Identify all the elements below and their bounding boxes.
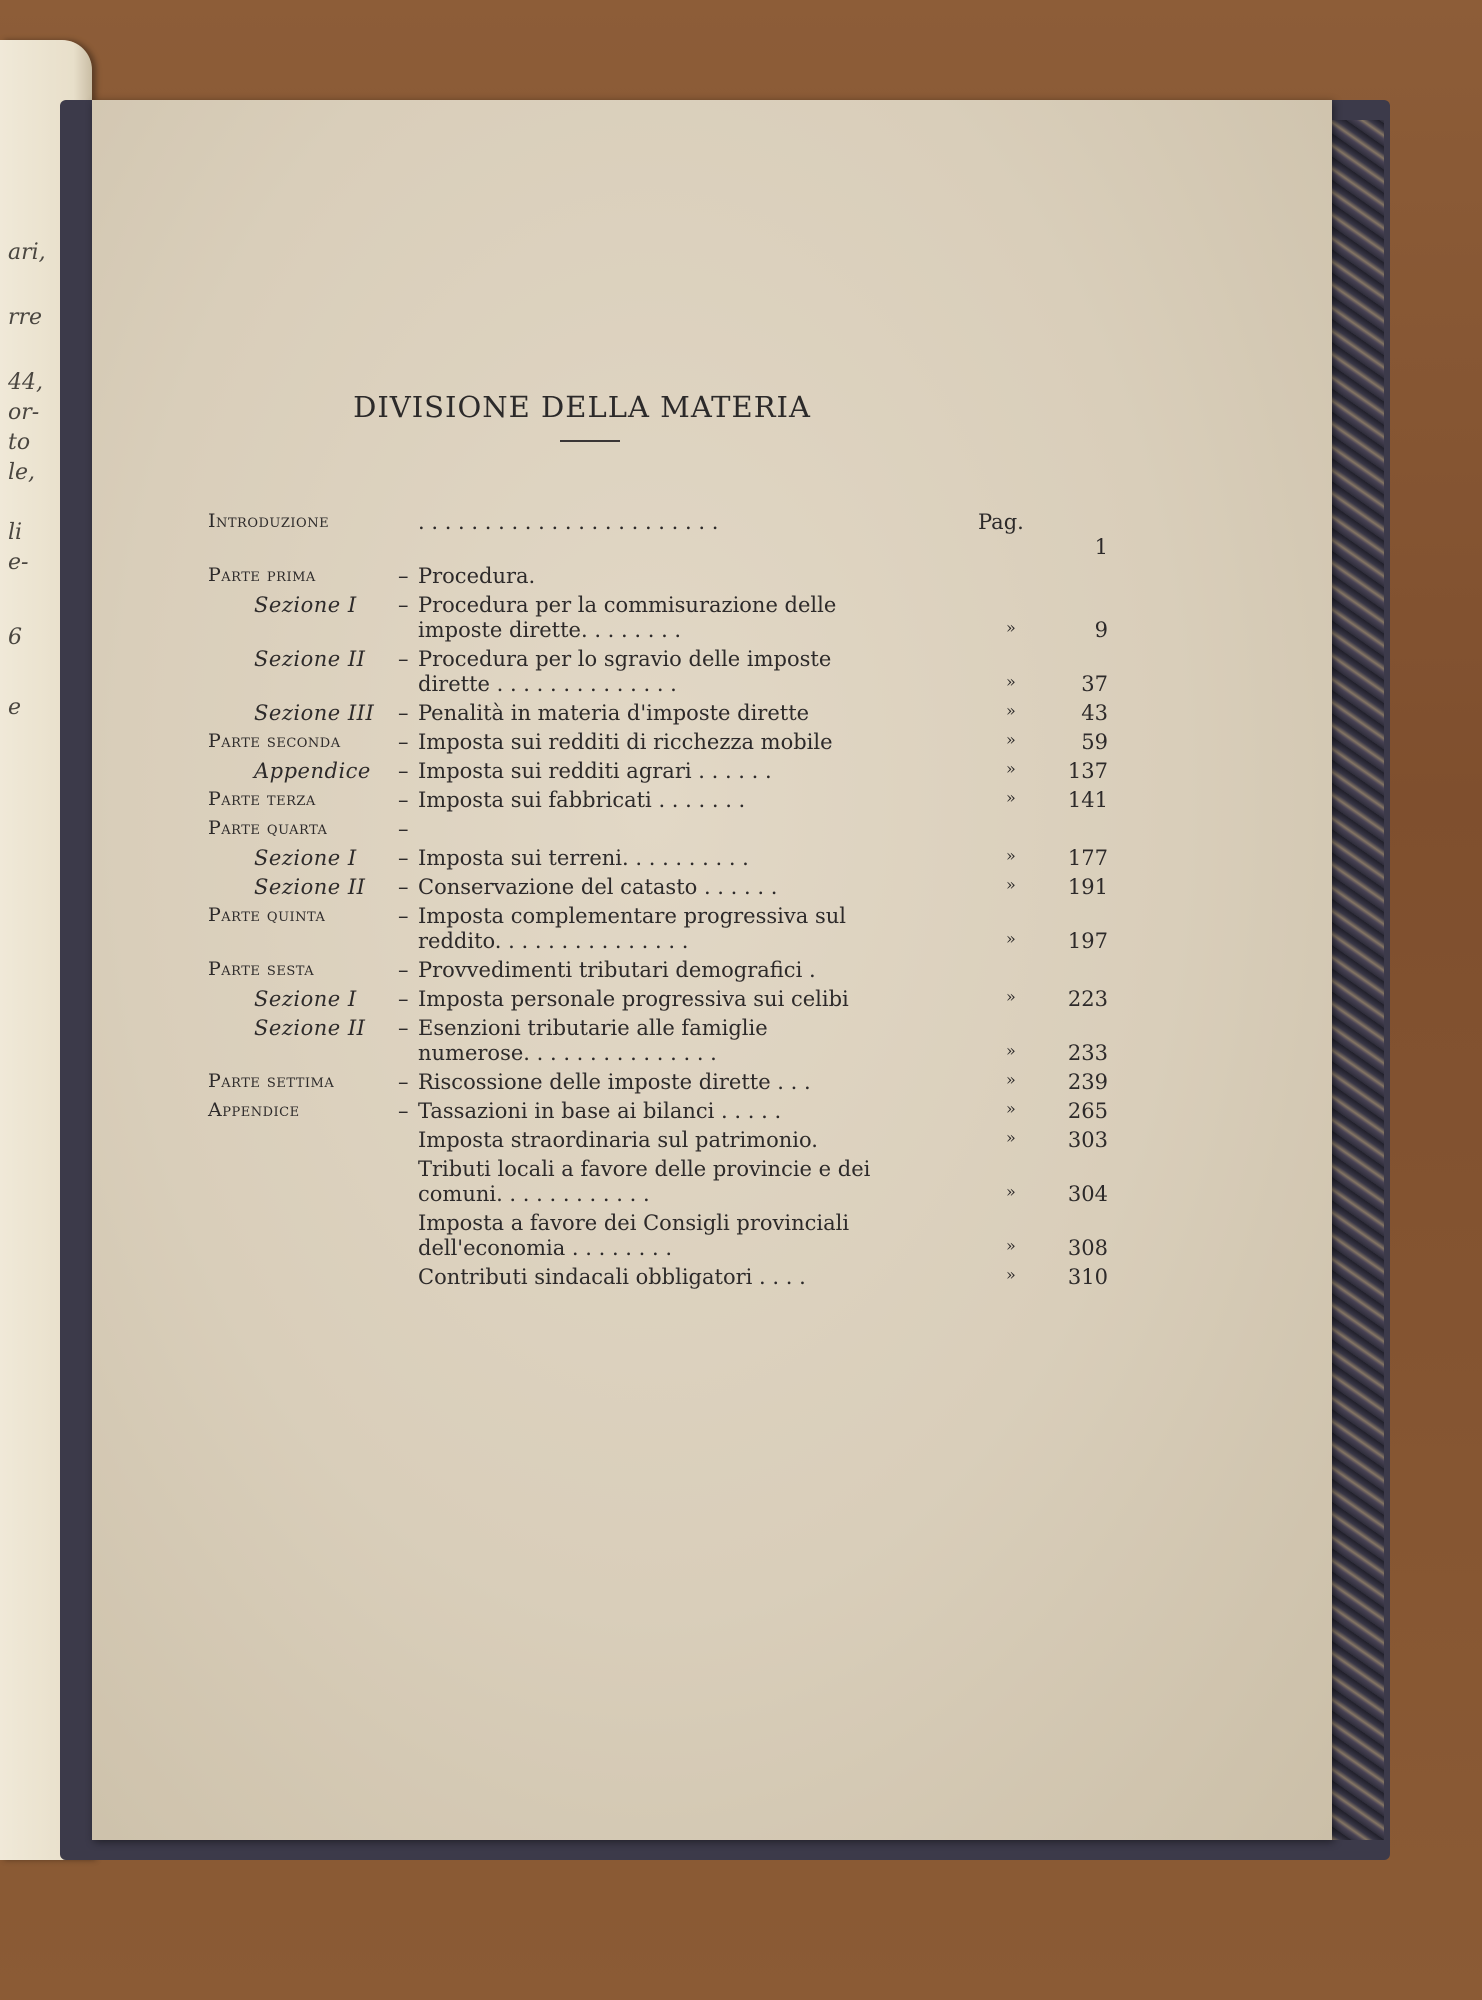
left-page-fragment: le,	[8, 460, 36, 485]
toc-page-number: 177	[1067, 846, 1108, 870]
toc-entry	[208, 817, 1008, 846]
toc-entry	[208, 1211, 1108, 1265]
toc-page-number: 141	[1067, 788, 1108, 812]
toc-page-number: 265	[1067, 1099, 1108, 1123]
toc-entry	[208, 730, 1108, 759]
ditto-mark: »	[1006, 929, 1016, 948]
toc-label: Sezione II	[254, 647, 366, 671]
toc-entry	[208, 904, 1108, 958]
toc-page-number: 9	[1094, 618, 1108, 642]
toc-label: Parte quarta	[208, 817, 328, 839]
toc-label: Sezione I	[254, 987, 357, 1011]
toc-page-number: 1	[1094, 535, 1108, 559]
left-page-fragment: e-	[8, 550, 29, 575]
ditto-mark: »	[1006, 788, 1016, 807]
toc-dash: –	[398, 875, 409, 899]
toc-entry	[208, 875, 1108, 904]
toc-label: Parte prima	[208, 564, 316, 586]
page-title: DIVISIONE DELLA MATERIA	[353, 390, 811, 424]
ditto-mark: »	[1006, 730, 1016, 749]
toc-dash: –	[398, 593, 409, 617]
toc-dash: –	[398, 1099, 409, 1123]
toc-entry	[208, 788, 1108, 817]
toc-entry	[208, 958, 1008, 987]
ditto-mark: »	[1006, 759, 1016, 778]
toc-dash: –	[398, 564, 409, 588]
ditto-mark: »	[1006, 987, 1016, 1006]
ditto-mark: »	[1006, 1128, 1016, 1147]
left-page-fragment: e	[8, 695, 22, 720]
toc-entry	[208, 647, 1108, 701]
toc-page-number: 303	[1067, 1128, 1108, 1152]
toc-text: Penalità in materia d'imposte dirette	[418, 701, 810, 725]
toc-entry	[208, 1070, 1108, 1099]
toc-dash: –	[398, 846, 409, 870]
toc-text: Imposta a favore dei Consigli provinciali dell'economia . . . . . . . .	[418, 1211, 850, 1260]
toc-text: Esenzioni tributarie alle famiglie numerose. . . . . . . . . . . . . . .	[418, 1016, 768, 1065]
toc-text: Imposta complementare progressiva sul reddito. . . . . . . . . . . . . . .	[418, 904, 846, 953]
toc-entry	[208, 1265, 1108, 1294]
toc-label: Parte sesta	[208, 958, 315, 980]
toc-label: Introduzione	[208, 510, 330, 532]
toc-entry	[208, 1016, 1108, 1070]
toc-label: Appendice	[254, 759, 371, 783]
ditto-mark: »	[1006, 1041, 1016, 1060]
toc-page-number: 137	[1067, 759, 1108, 783]
toc-text: Imposta sui fabbricati . . . . . . .	[418, 788, 746, 812]
toc-page-number: 191	[1067, 875, 1108, 899]
toc-dash: –	[398, 701, 409, 725]
left-page-fragment: li	[8, 520, 23, 545]
toc-text: Imposta personale progressiva sui celibi	[418, 987, 849, 1011]
toc-entry	[208, 1157, 1108, 1211]
book-page	[92, 100, 1332, 1840]
toc-label: Parte seconda	[208, 730, 341, 752]
left-page-fragment: rre	[8, 305, 43, 330]
toc-text: Procedura per lo sgravio delle imposte dirette . . . . . . . . . . . . . .	[418, 647, 832, 696]
toc-label: Sezione II	[254, 1016, 366, 1040]
toc-label: Sezione III	[254, 701, 375, 725]
toc-text: Conservazione del catasto . . . . . .	[418, 875, 778, 899]
toc-page-number: 233	[1067, 1041, 1108, 1065]
toc-page-number: 59	[1081, 730, 1108, 754]
toc-label: Appendice	[208, 1099, 300, 1121]
left-page-fragment: to	[8, 430, 31, 455]
left-page-fragment: ari,	[8, 240, 46, 265]
toc-text: . . . . . . . . . . . . . . . . . . . . . . .	[418, 510, 719, 534]
toc-page-number: 304	[1067, 1182, 1108, 1206]
toc-dash: –	[398, 1070, 409, 1094]
toc-page-number: 239	[1067, 1070, 1108, 1094]
toc-page-number: 223	[1067, 987, 1108, 1011]
toc-page-number: 310	[1067, 1265, 1108, 1289]
toc-dash: –	[398, 759, 409, 783]
ditto-mark: »	[1006, 1182, 1016, 1201]
toc-text: Tassazioni in base ai bilanci . . . . .	[418, 1099, 782, 1123]
toc-label: Parte quinta	[208, 904, 326, 926]
toc-entry	[208, 701, 1108, 730]
toc-text: Tributi locali a favore delle provincie e dei comuni. . . . . . . . . . . .	[418, 1157, 871, 1206]
toc-dash: –	[398, 730, 409, 754]
toc-label: Parte terza	[208, 788, 316, 810]
toc-text: Procedura per la commisurazione delle imposte dirette. . . . . . . .	[418, 593, 837, 642]
toc-label: Sezione II	[254, 875, 366, 899]
table-of-contents	[208, 510, 1108, 1294]
toc-text: Imposta sui terreni. . . . . . . . . .	[418, 846, 749, 870]
toc-text: Provvedimenti tributari demografici .	[418, 958, 816, 982]
toc-text: Imposta sui redditi di ricchezza mobile	[418, 730, 833, 754]
ditto-mark: »	[1006, 672, 1016, 691]
toc-text: Imposta sui redditi agrari . . . . . .	[418, 759, 772, 783]
ditto-mark: »	[1006, 1070, 1016, 1089]
ditto-mark: »	[1006, 701, 1016, 720]
toc-page-number: 37	[1081, 672, 1108, 696]
toc-page-number: 43	[1081, 701, 1108, 725]
toc-dash: –	[398, 647, 409, 671]
toc-entry	[208, 1099, 1108, 1128]
left-page-fragment: 44,	[8, 370, 43, 395]
toc-text: Procedura.	[418, 564, 536, 588]
toc-entry	[208, 510, 1108, 564]
title-rule	[560, 440, 620, 442]
toc-text: Riscossione delle imposte dirette . . .	[418, 1070, 811, 1094]
ditto-mark: »	[1006, 618, 1016, 637]
toc-dash: –	[398, 817, 409, 841]
ditto-mark: »	[1006, 1265, 1016, 1284]
pag-label: Pag.	[978, 510, 1024, 534]
left-page-fragment: 6	[8, 625, 22, 650]
ditto-mark: »	[1006, 846, 1016, 865]
toc-text: Contributi sindacali obbligatori . . . .	[418, 1265, 806, 1289]
toc-entry	[208, 564, 1008, 593]
toc-dash: –	[398, 958, 409, 982]
ditto-mark: »	[1006, 1236, 1016, 1255]
toc-page-number: 197	[1067, 929, 1108, 953]
toc-entry	[208, 1128, 1108, 1157]
toc-entry	[208, 759, 1108, 788]
toc-label: Sezione I	[254, 593, 357, 617]
ditto-mark: »	[1006, 875, 1016, 894]
toc-label: Parte settima	[208, 1070, 335, 1092]
toc-dash: –	[398, 987, 409, 1011]
ditto-mark: »	[1006, 1099, 1016, 1118]
toc-text: Imposta straordinaria sul patrimonio.	[418, 1128, 818, 1152]
toc-dash: –	[398, 788, 409, 812]
toc-label: Sezione I	[254, 846, 357, 870]
toc-entry	[208, 593, 1108, 647]
left-page-fragment: or-	[8, 400, 40, 425]
toc-page-number: 308	[1067, 1236, 1108, 1260]
toc-entry	[208, 846, 1108, 875]
toc-dash: –	[398, 1016, 409, 1040]
toc-entry	[208, 987, 1108, 1016]
toc-dash: –	[398, 904, 409, 928]
